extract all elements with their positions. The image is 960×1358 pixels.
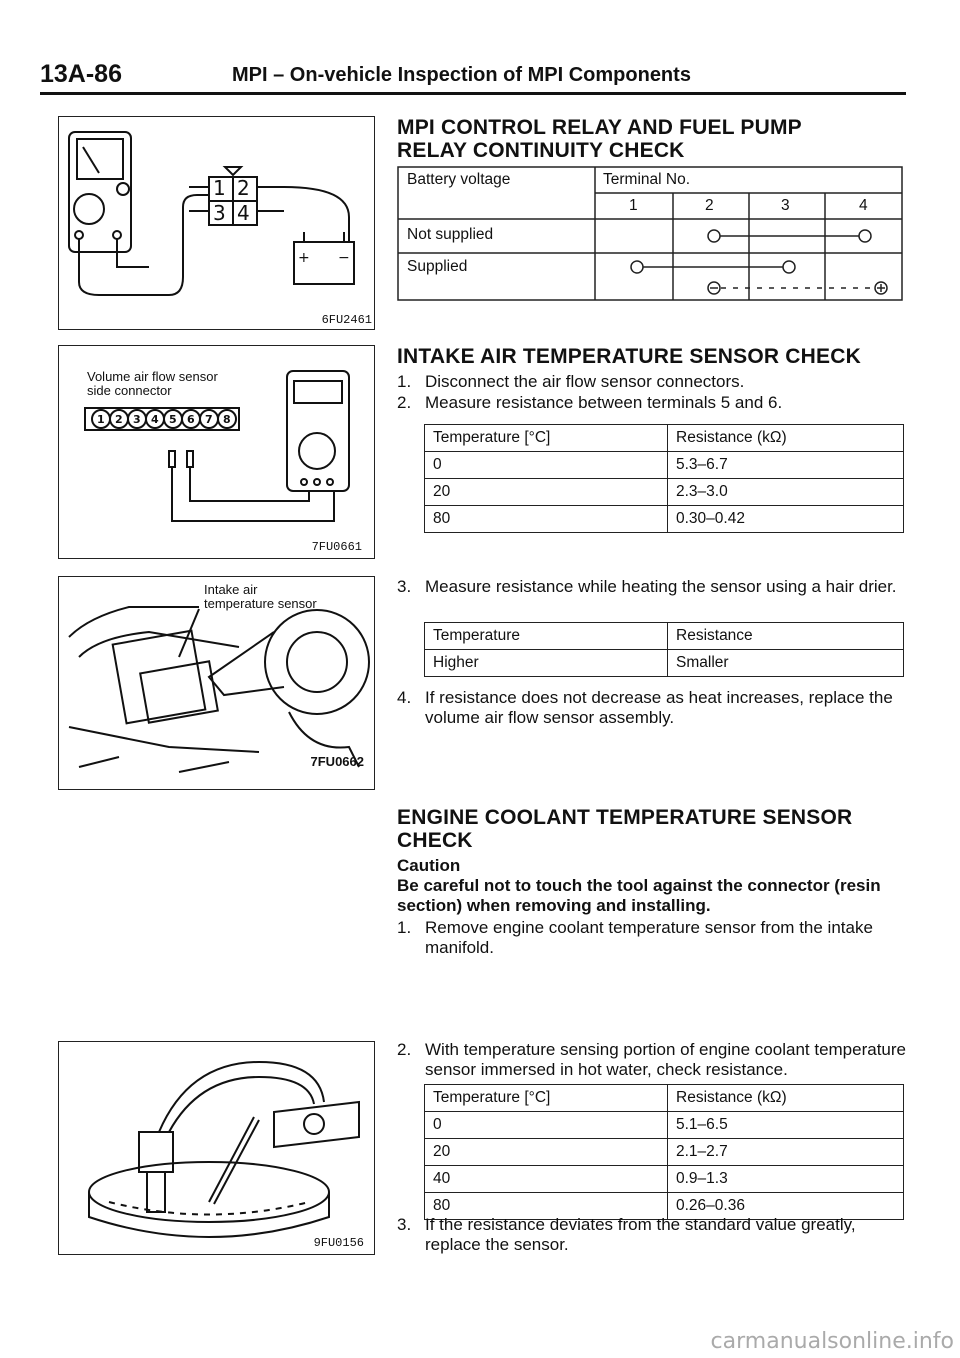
svg-text:6: 6 bbox=[187, 413, 195, 426]
table-cell: 20 bbox=[425, 479, 668, 506]
table-cell: 0.9–1.3 bbox=[668, 1166, 904, 1193]
table-header-row bbox=[425, 623, 904, 650]
svg-text:2: 2 bbox=[115, 413, 123, 426]
svg-text:3: 3 bbox=[133, 413, 141, 426]
coolant-check-heading: ENGINE COOLANT TEMPERATURE SENSOR CHECK bbox=[397, 806, 853, 852]
table-row bbox=[425, 1112, 904, 1139]
coolant-resistance-table bbox=[424, 1084, 904, 1220]
intake-step-1 bbox=[397, 372, 907, 392]
terminal-4: 4 bbox=[859, 197, 868, 214]
svg-text:4: 4 bbox=[151, 413, 159, 426]
row-not-supplied: Not supplied bbox=[407, 226, 494, 243]
step-number: 3. bbox=[397, 1215, 412, 1234]
table-cell: Higher bbox=[425, 650, 668, 677]
step-text: With temperature sensing portion of engine coolant temperature sensor immersed in hot water, check resistance. bbox=[425, 1040, 906, 1079]
table-cell: Smaller bbox=[668, 650, 904, 677]
svg-text:2: 2 bbox=[237, 176, 250, 200]
table-row bbox=[425, 1139, 904, 1166]
table-header-row bbox=[425, 425, 904, 452]
table-cell: 5.1–6.5 bbox=[668, 1112, 904, 1139]
step-number: 3. bbox=[397, 577, 412, 596]
figure-code: 7FU0662 bbox=[310, 754, 364, 769]
table-header: Resistance bbox=[668, 623, 904, 650]
row-supplied: Supplied bbox=[407, 258, 468, 275]
table-header: Temperature [°C] bbox=[425, 1085, 668, 1112]
step-text: Measure resistance while heating the sensor using a hair drier. bbox=[425, 577, 897, 596]
coolant-step-1 bbox=[397, 918, 907, 957]
heating-table bbox=[424, 622, 904, 677]
figure-code: 6FU2461 bbox=[321, 313, 372, 327]
intake-step-3 bbox=[397, 577, 907, 597]
col-battery-voltage: Battery voltage bbox=[407, 171, 511, 188]
table-cell: 5.3–6.7 bbox=[668, 452, 904, 479]
header-rule bbox=[40, 92, 906, 95]
step-text: Measure resistance between terminals 5 and 6. bbox=[425, 393, 783, 412]
table-row bbox=[425, 452, 904, 479]
table-cell: 0 bbox=[425, 452, 668, 479]
figure-code: 9FU0156 bbox=[313, 1236, 364, 1250]
step-text: Remove engine coolant temperature sensor from the intake manifold. bbox=[425, 918, 873, 957]
col-terminal-no: Terminal No. bbox=[603, 171, 690, 188]
figure-caption: Intake air bbox=[204, 582, 258, 597]
table-cell: 80 bbox=[425, 506, 668, 533]
coolant-sensor-figure bbox=[58, 1041, 375, 1255]
step-text: If resistance does not decrease as heat increases, replace the volume air flow sensor assembly. bbox=[425, 688, 893, 727]
table-header: Temperature bbox=[425, 623, 668, 650]
step-number: 1. bbox=[397, 372, 412, 391]
svg-text:5: 5 bbox=[169, 413, 177, 426]
svg-text:1: 1 bbox=[97, 413, 105, 426]
relay-check-heading: MPI CONTROL RELAY AND FUEL PUMP RELAY CONTINUITY CHECK bbox=[397, 116, 802, 162]
terminal-3: 3 bbox=[781, 197, 790, 214]
connector-diagram bbox=[59, 346, 374, 558]
air-flow-sensor-figure bbox=[58, 345, 375, 559]
svg-text:1: 1 bbox=[213, 176, 226, 200]
table-header: Temperature [°C] bbox=[425, 425, 668, 452]
intake-step-4 bbox=[397, 688, 907, 727]
figure-caption: temperature sensor bbox=[204, 596, 317, 611]
table-row bbox=[425, 506, 904, 533]
step-number: 1. bbox=[397, 918, 412, 937]
terminal-2: 2 bbox=[705, 197, 714, 214]
table-row bbox=[425, 1166, 904, 1193]
ohmmeter-diagram bbox=[59, 117, 374, 329]
page-number: 13A-86 bbox=[40, 60, 122, 88]
step-number: 4. bbox=[397, 688, 412, 707]
caution-title: Caution bbox=[397, 856, 461, 875]
coolant-step-3 bbox=[397, 1215, 907, 1254]
intake-step-2 bbox=[397, 393, 907, 413]
svg-text:+: + bbox=[298, 250, 310, 266]
relay-continuity-figure bbox=[58, 116, 375, 330]
hot-water-illustration bbox=[59, 1042, 374, 1254]
svg-text:7: 7 bbox=[205, 413, 213, 426]
table-row bbox=[425, 479, 904, 506]
relay-continuity-table bbox=[397, 166, 903, 301]
caution-text: Be careful not to touch the tool against the connector (resin section) when removing and installing. bbox=[397, 876, 881, 915]
table-cell: 80 bbox=[425, 1193, 668, 1220]
figure-caption: side connector bbox=[87, 383, 172, 398]
coolant-step-2 bbox=[397, 1040, 907, 1079]
page-title: MPI – On-vehicle Inspection of MPI Components bbox=[232, 64, 691, 86]
table-cell: 40 bbox=[425, 1166, 668, 1193]
step-number: 2. bbox=[397, 1040, 412, 1059]
intake-air-sensor-figure bbox=[58, 576, 375, 790]
table-cell: 0.30–0.42 bbox=[668, 506, 904, 533]
svg-text:8: 8 bbox=[223, 413, 231, 426]
figure-code: 7FU0661 bbox=[311, 540, 362, 554]
table-header: Resistance (kΩ) bbox=[668, 1085, 904, 1112]
table-cell: 0.26–0.36 bbox=[668, 1193, 904, 1220]
table-cell: 0 bbox=[425, 1112, 668, 1139]
svg-text:3: 3 bbox=[213, 201, 226, 225]
table-cell: 2.3–3.0 bbox=[668, 479, 904, 506]
figure-caption: Volume air flow sensor bbox=[87, 369, 218, 384]
intake-check-heading: INTAKE AIR TEMPERATURE SENSOR CHECK bbox=[397, 345, 861, 368]
table-header: Resistance (kΩ) bbox=[668, 425, 904, 452]
table-header-row bbox=[425, 1085, 904, 1112]
table-cell: 20 bbox=[425, 1139, 668, 1166]
step-number: 2. bbox=[397, 393, 412, 412]
svg-text:4: 4 bbox=[237, 201, 250, 225]
table-row bbox=[425, 650, 904, 677]
terminal-1: 1 bbox=[629, 197, 638, 214]
table-cell: 2.1–2.7 bbox=[668, 1139, 904, 1166]
watermark: carmanualsonline.info bbox=[710, 1329, 954, 1354]
intake-resistance-table bbox=[424, 424, 904, 533]
step-text: Disconnect the air flow sensor connectors. bbox=[425, 372, 745, 391]
step-text: If the resistance deviates from the standard value greatly, replace the sensor. bbox=[425, 1215, 856, 1254]
svg-text:−: − bbox=[338, 250, 350, 266]
